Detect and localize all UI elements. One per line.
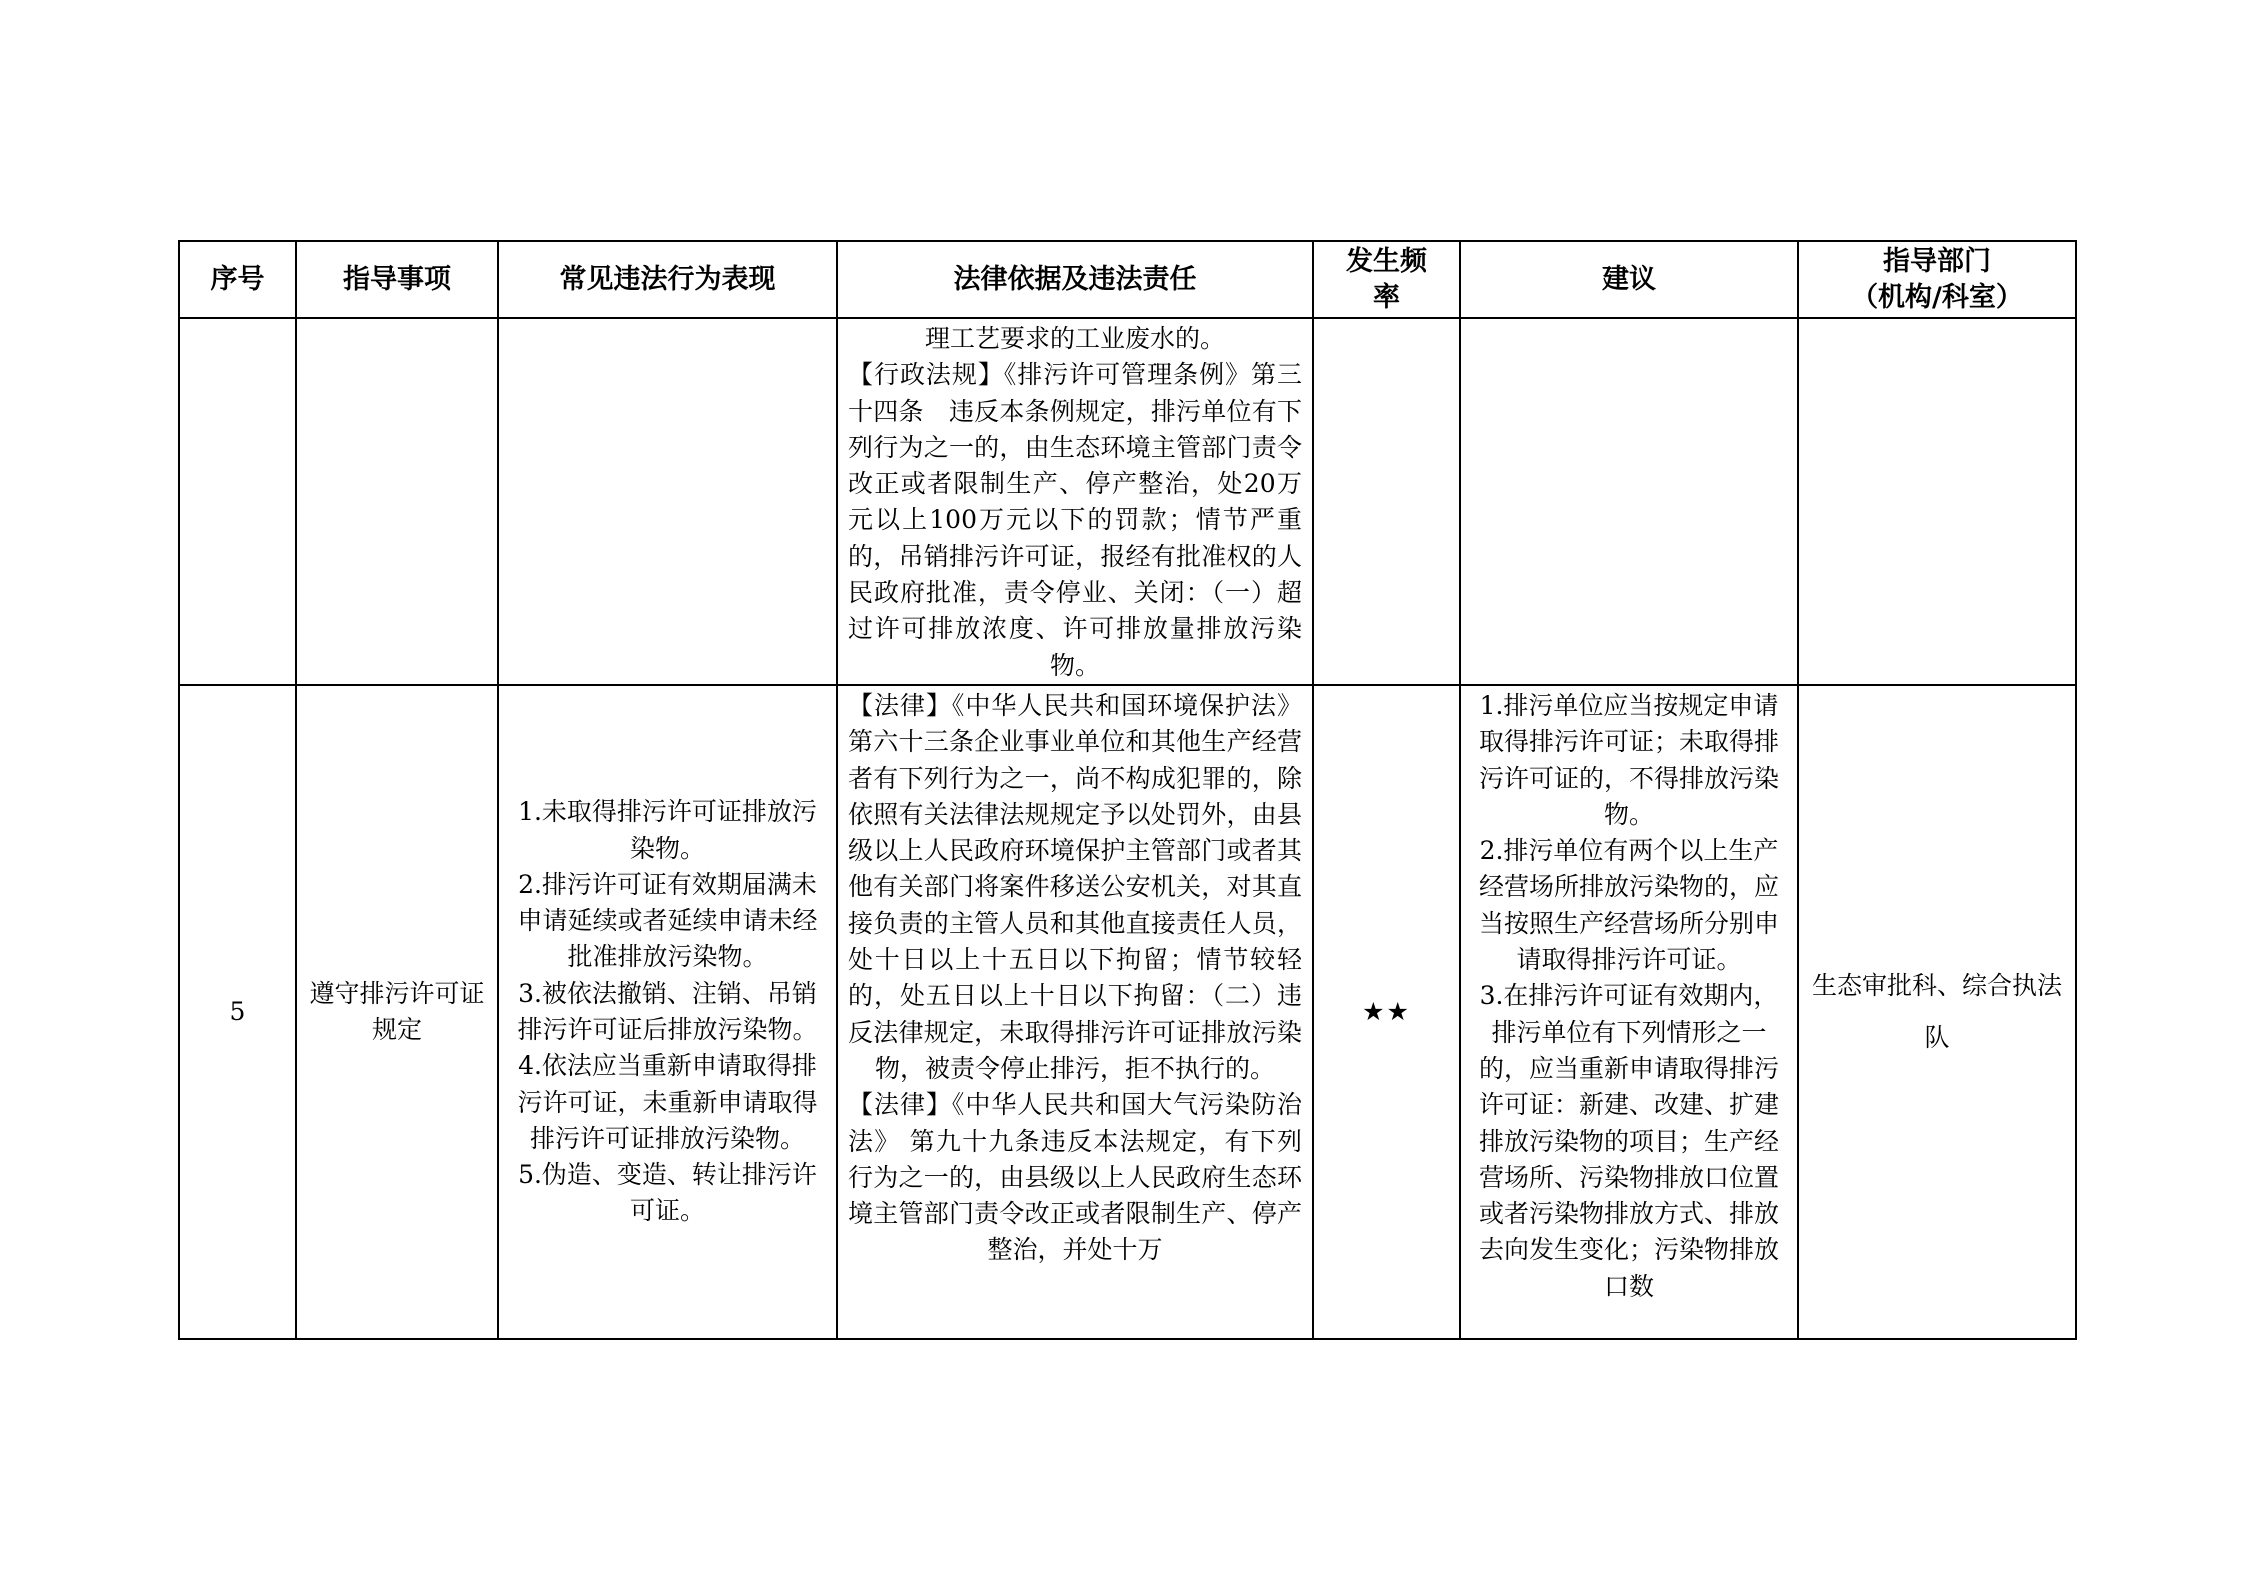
law-paragraph: 理工艺要求的工业废水的。: [924, 324, 1225, 353]
suggestion-item: 3.在排污许可证有效期内，排污单位有下列情形之一的，应当重新申请取得排污许可证：新建、改建、扩建排放污染物的项目；生产经营场所、污染物排放口位置或者污染物排放方式、排放去向发生变化；污染物排放口数: [1478, 981, 1779, 1301]
suggestion-item: 2.排污单位有两个以上生产经营场所排放污染物的，应当按照生产经营场所分别申请取得排污许可证。: [1478, 836, 1779, 975]
header-seq: 序号: [179, 241, 296, 318]
law-paragraph: 【法律】《中华人民共和国大气污染防治法》 第九十九条违反本法规定，有下列行为之一的，由县级以上人民政府生态环境主管部门责令改正或者限制生产、停产整治，并处十万: [848, 1090, 1302, 1265]
behavior-item: 5.伪造、变造、转让排污许可证。: [518, 1160, 817, 1226]
header-frequency-line1: 发生频: [1346, 245, 1427, 277]
header-frequency: [1313, 241, 1460, 318]
cell-behavior: [498, 685, 837, 1339]
header-suggestion: 建议: [1460, 241, 1798, 318]
cell-law: [837, 685, 1313, 1339]
cell-department: 生态审批科、综合执法队: [1798, 685, 2076, 1339]
behavior-item: 2.排污许可证有效期届满未申请延续或者延续申请未经批准排放污染物。: [517, 869, 818, 972]
cell-seq-empty: [179, 318, 296, 685]
cell-frequency-empty: [1313, 318, 1460, 685]
cell-item: 遵守排污许可证规定: [296, 685, 498, 1339]
table-row: [179, 685, 2076, 1339]
frequency-stars: ★★: [1313, 685, 1460, 1339]
suggestion-item: 1.排污单位应当按规定申请取得排污许可证；未取得排污许可证的，不得排放污染物。: [1478, 691, 1779, 829]
cell-behavior-empty: [498, 318, 837, 685]
cell-item-empty: [296, 318, 498, 685]
header-law: 法律依据及违法责任: [837, 241, 1313, 318]
law-paragraph: 【法律】《中华人民共和国环境保护法》 第六十三条企业事业单位和其他生产经营者有下列行为之一，尚不构成犯罪的，除依照有关法律法规规定予以处罚外，由县级以上人民政府环境保护主管部门或者其他有关部门将案件移送公安机关，对其直接负责的主管人员和其他直接责任人员，处十日以上十五日以下拘留；情节较轻的，处五日以上十日以下拘留：（二）违反法律规定，未取得排污许可证排放污染物，被责令停止排污，拒不执行的。: [848, 691, 1302, 1083]
law-paragraph: 【行政法规】《排污许可管理条例》第三十四条 违反本条例规定，排污单位有下列行为之一的，由生态环境主管部门责令改正或者限制生产、停产整治，处20万元以上100万元以下的罚款；情节严重的，吊销排污许可证，报经有批准权的人民政府批准，责令停业、关闭：（一）超过许可排放浓度、许可排放量排放污染物。: [848, 360, 1302, 680]
header-department-line1: 指导部门: [1883, 245, 1991, 277]
behavior-item: 3.被依法撤销、注销、吊销排污许可证后排放污染物。: [517, 978, 818, 1044]
cell-seq: 5: [179, 685, 296, 1339]
cell-law-continued: [837, 318, 1313, 685]
cell-suggestion-empty: [1460, 318, 1798, 685]
regulation-table: [178, 240, 2077, 1340]
header-department-line2: （机构/科室）: [1851, 281, 2023, 313]
header-item: 指导事项: [296, 241, 498, 318]
cell-suggestion: [1460, 685, 1798, 1339]
header-row: [179, 241, 2076, 318]
header-behavior: 常见违法行为表现: [498, 241, 837, 318]
behavior-item: 4.依法应当重新申请取得排污许可证，未重新申请取得排污许可证排放污染物。: [517, 1051, 818, 1153]
table-row: [179, 318, 2076, 685]
cell-department-empty: [1798, 318, 2076, 685]
header-department: [1798, 241, 2076, 318]
header-frequency-line2: 率: [1373, 281, 1400, 313]
behavior-item: 1.未取得排污许可证排放污染物。: [518, 797, 817, 863]
